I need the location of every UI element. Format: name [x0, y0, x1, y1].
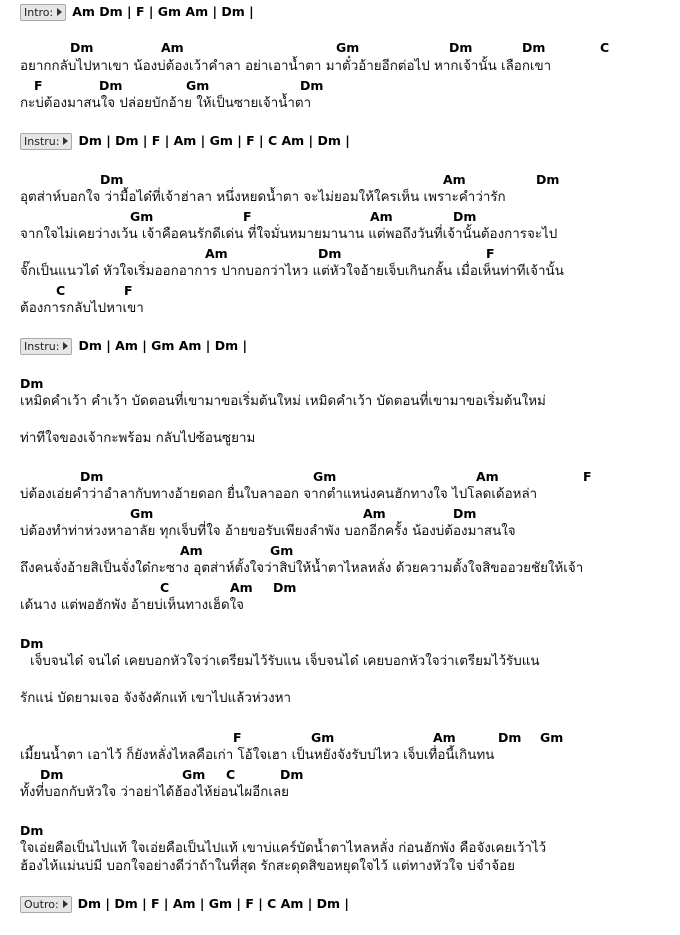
instru-section	[20, 337, 247, 355]
outro-toggle-button[interactable]	[20, 896, 72, 913]
intro-section	[20, 3, 254, 21]
chord: Dm	[70, 40, 94, 55]
instru-section	[20, 132, 350, 150]
lyric-line: อุตส่าห์บอกใจ ว่ามื้อได๋ที่เจ้าฮ่าลา หนึ่งหยดน้ำตา จะไม่ยอมให้ใครเห็น เพราะคำว่ารัก	[20, 190, 506, 205]
chord: Dm	[20, 376, 44, 391]
instru-label: Instru:	[24, 134, 60, 148]
play-triangle-icon	[63, 137, 68, 145]
outro-section	[20, 895, 349, 913]
chord: Am	[370, 209, 393, 224]
chord: C	[56, 283, 66, 298]
chord: Gm	[270, 543, 294, 558]
lyric-line: ต้องการกลับไปหาเขา	[20, 301, 144, 316]
chord: F	[583, 469, 592, 484]
play-triangle-icon	[63, 900, 68, 908]
chord: C	[160, 580, 170, 595]
lyric-line: บ่ต้องทำท่าห่วงหาอาลัย ทุกเจ็บที่ใจ อ้ายขอรับเพียงลำพัง บอกอีกครั้ง น้องบ่ต้องมาสนใจ	[20, 524, 516, 539]
instru-chords: Dm | Am | Gm Am | Dm |	[78, 338, 248, 353]
chord: F	[486, 246, 495, 261]
chord: Am	[180, 543, 203, 558]
chord: C	[226, 767, 236, 782]
lyric-line: จากใจไม่เคยว่างเว้น เจ้าคือคนรักดีเด่น ที่ใจมั่นหมายมานาน แต่พอถึงวันที่เจ้านั้นต้องการจะไป	[20, 227, 558, 242]
chord: Dm	[449, 40, 473, 55]
lyric-line: ฮ้องไห้แม่นบ่มี บอกใจอย่างดีว่าถ้าในที่สุด รักสะดุดสิขอหยุดใจไว้ แต่ทางหัวใจ บ่จำจ้อย	[20, 859, 515, 874]
chord: Gm	[311, 730, 335, 745]
instru-toggle-button[interactable]	[20, 338, 72, 355]
chord: Gm	[130, 506, 154, 521]
chord: Am	[433, 730, 456, 745]
outro-label: Outro:	[24, 897, 59, 911]
chord: Dm	[20, 636, 44, 651]
intro-label: Intro:	[24, 5, 54, 19]
chord: Gm	[186, 78, 210, 93]
chord: Am	[230, 580, 253, 595]
chord: Am	[161, 40, 184, 55]
lyric-line: จั๊กเป็นแนวได๋ หัวใจเริ่มออกอาการ ปากบอกว่าไหว แต่หัวใจอ้ายเจ็บเกินกลั้น เมื่อเห็นท่าทีเจ้านั้น	[20, 264, 564, 279]
chord: Dm	[498, 730, 522, 745]
lyric-line: อยากกลับไปหาเขา น้องบ่ต้องเว้าคำลา อย่าเอาน้ำตา มาตั๋วอ้ายอีกต่อไป หากเจ้านั้น เลือกเขา	[20, 59, 552, 74]
chord: F	[124, 283, 133, 298]
chord: Gm	[313, 469, 337, 484]
chord: Dm	[99, 78, 123, 93]
lyric-line: กะบ่ต้องมาสนใจ ปล่อยบักอ้าย ให้เป็นซายเจ้าน้ำตา	[20, 96, 312, 111]
lyric-line: รักแน่ บัดยามเจอ จังจังคักแท้ เขาไปแล้วห่วงหา	[20, 691, 292, 706]
play-triangle-icon	[57, 8, 62, 16]
chord: Gm	[540, 730, 564, 745]
chord: Gm	[130, 209, 154, 224]
play-triangle-icon	[63, 342, 68, 350]
lyric-line: เมี้ยนน้ำตา เอาไว้ ก็ยังหลั่งไหลคือเก่า โอ้ใจเฮา เป็นหยังจังรับบ่ไหว เจ็บเทื่อนี้เกินทน	[20, 748, 495, 763]
chord: Dm	[536, 172, 560, 187]
intro-chords: Am Dm | F | Gm Am | Dm |	[72, 4, 254, 19]
chord: Dm	[273, 580, 297, 595]
lyric-line: ใจเอ่ยคือเป็นไปแท้ ใจเอ่ยคือเป็นไปแท้ เขาบ่แคร์บัดน้ำตาไหลหลั่ง ก่อนฮักพัง คือจังเคยเว้าไว้	[20, 841, 547, 856]
chord: Dm	[40, 767, 64, 782]
chord: Am	[363, 506, 386, 521]
chord: Gm	[336, 40, 360, 55]
chord: F	[233, 730, 242, 745]
chord: Am	[476, 469, 499, 484]
lyric-line: ท่าทีใจของเจ้ากะพร้อม กลับไปซ้อนซูยาม	[20, 431, 256, 446]
chord: Dm	[80, 469, 104, 484]
instru-toggle-button[interactable]	[20, 133, 72, 150]
intro-toggle-button[interactable]	[20, 4, 66, 21]
chord: F	[243, 209, 252, 224]
chord: Dm	[100, 172, 124, 187]
chord: Dm	[453, 209, 477, 224]
chord: Dm	[453, 506, 477, 521]
chord: Dm	[300, 78, 324, 93]
chord: F	[34, 78, 43, 93]
chord: Dm	[20, 823, 44, 838]
instru-chords: Dm | Dm | F | Am | Gm | F | C Am | Dm |	[78, 133, 350, 148]
instru-label: Instru:	[24, 339, 60, 353]
chord: Dm	[522, 40, 546, 55]
chord: Am	[443, 172, 466, 187]
lyric-line: เหมิดคำเว้า คำเว้า บัดตอนที่เขามาขอเริ่มต้นใหม่ เหมิดคำเว้า บัดตอนที่เขามาขอเริ่มต้นใหม่	[20, 394, 546, 409]
lyric-line: เด้นาง แต่พอฮักพัง อ้ายบ่เห็นทางเฮ็ดใจ	[20, 598, 245, 613]
chord: C	[600, 40, 610, 55]
chord: Am	[205, 246, 228, 261]
chord: Gm	[182, 767, 206, 782]
outro-chords: Dm | Dm | F | Am | Gm | F | C Am | Dm |	[77, 896, 349, 911]
lyric-line: ทั้งที่บอกกับหัวใจ ว่าอย่าได้ฮ้องไห้ย่อนไผอีกเลย	[20, 785, 290, 800]
chord: Dm	[318, 246, 342, 261]
lyric-line: เจ็บจนได๋ จนได๋ เคยบอกหัวใจว่าเตรียมไว้รับแน เจ็บจนได๋ เคยบอกหัวใจว่าเตรียมไว้รับแน	[30, 654, 540, 669]
chord: Dm	[280, 767, 304, 782]
lyric-line: บ่ต้องเอ่ยคำว่าอำลากับทางอ้ายดอก ยื่นใบลาออก จากตำแหน่งคนฮักทางใจ ไปโลดเด้อหล่า	[20, 487, 538, 502]
lyric-line: ถึงคนจั่งอ้ายสิเป็นจั่งใด๋กะซาง อุตส่าห์ตั้งใจว่าสิบ่ให้น้ำตาไหลหลั่ง ด้วยความตั้งใจสิขออวยชัยให้เจ้า	[20, 561, 584, 576]
